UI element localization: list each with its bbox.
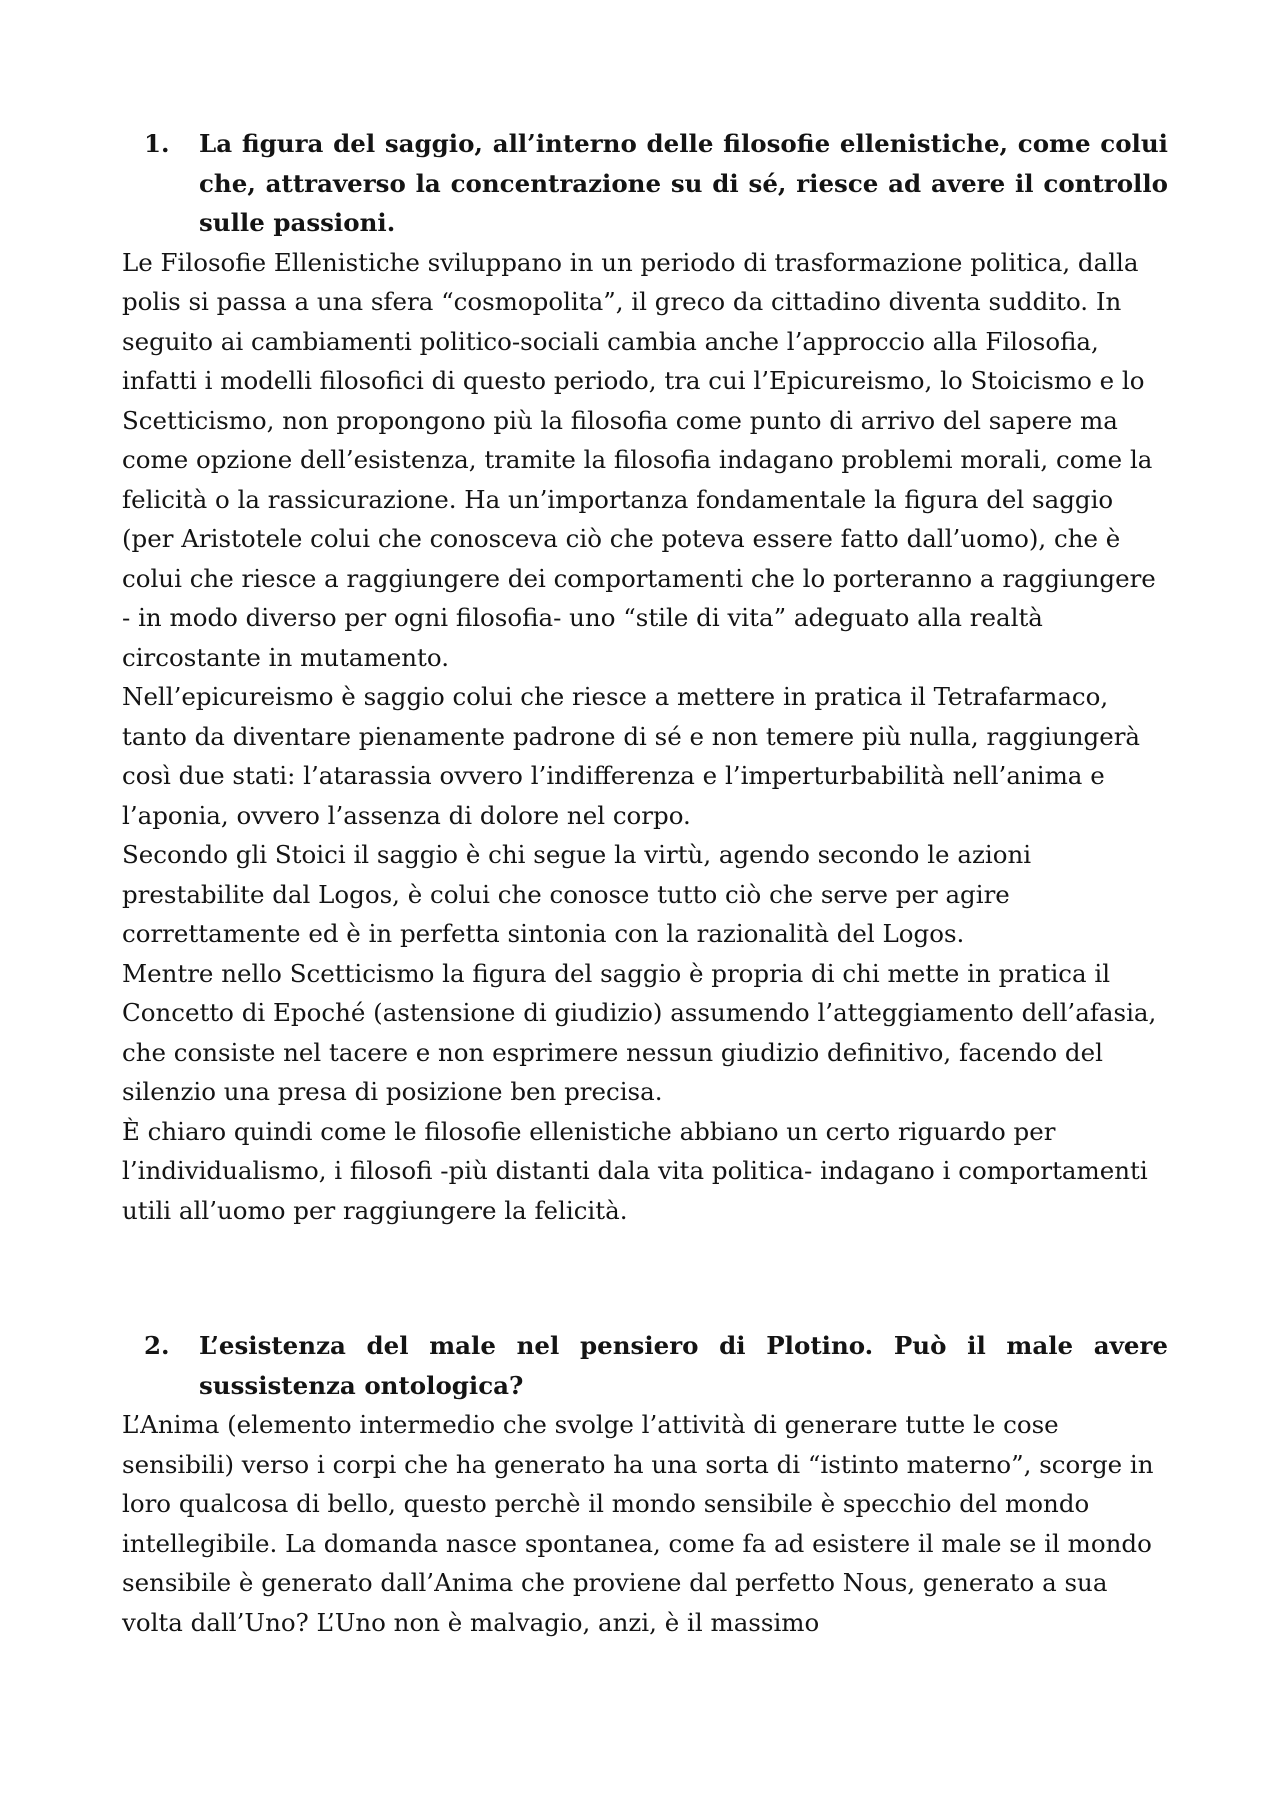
section-heading bbox=[144, 1326, 1168, 1405]
section-title: La figura del saggio, all’interno delle filosofie ellenistiche, come colui che, attraverso la concentrazione su di sé, riesce ad avere il controllo sulle passioni. bbox=[199, 129, 1168, 237]
document-page bbox=[122, 124, 1168, 1642]
section-1 bbox=[122, 124, 1168, 1230]
section-number: 1. bbox=[144, 129, 170, 158]
paragraph: È chiaro quindi come le filosofie ellenistiche abbiano un certo riguardo per l’individualismo, i filosofi -più distanti dala vita politica- indagano i comportamenti utili all’uomo per raggiungere la felicità. bbox=[122, 1116, 1148, 1225]
paragraph: Mentre nello Scetticismo la figura del saggio è propria di chi mette in pratica il Concetto di Epoché (astensione di giudizio) assumendo l’atteggiamento dell’afasia, che consiste nel tacere e non esprimere nessun giudizio definitivo, facendo del silenzio una presa di posizione ben precisa. bbox=[122, 958, 1157, 1106]
paragraph: Secondo gli Stoici il saggio è chi segue la virtù, agendo secondo le azioni prestabilite dal Logos, è colui che conosce tutto ciò che serve per agire correttamente ed è in perfetta sintonia con la razionalità del Logos. bbox=[122, 840, 1032, 948]
paragraph: L’Anima (elemento intermedio che svolge l’attività di generare tutte le cose sensibili) verso i corpi che ha generato ha una sorta di “istinto materno”, scorge in loro qualcosa di bello, questo perchè il mondo sensibile è specchio del mondo intellegibile. La domanda nasce spontanea, come fa ad esistere il male se il mondo sensibile è generato dall’Anima che proviene dal perfetto Nous, generato a sua volta dall’Uno? L’Uno non è malvagio, anzi, è il massimo bbox=[122, 1410, 1154, 1637]
section-heading bbox=[144, 124, 1168, 243]
paragraph: Le Filosofie Ellenistiche sviluppano in un periodo di trasformazione politica, dalla polis si passa a una sfera “cosmopolita”, il greco da cittadino diventa suddito. In seguito ai cambiamenti politico-sociali cambia anche l’approccio alla Filosofia, infatti i modelli filosofici di questo periodo, tra cui l’Epicureismo, lo Stoicismo e lo Scetticismo, non propongono più la filosofia come punto di arrivo del sapere ma come opzione dell’esistenza, tramite la filosofia indagano problemi morali, come la felicità o la rassicurazione. Ha un’importanza fondamentale la figura del saggio (per Aristotele colui che conosceva ciò che poteva essere fatto dall’uomo), che è colui che riesce a raggiungere dei comportamenti che lo porteranno a raggiungere - in modo diverso per ogni filosofia- uno “stile di vita” adeguato alla realtà circostante in mutamento. bbox=[122, 247, 1156, 672]
section-2 bbox=[122, 1326, 1168, 1642]
paragraph: Nell’epicureismo è saggio colui che riesce a mettere in pratica il Tetrafarmaco, tanto da diventare pienamente padrone di sé e non temere più nulla, raggiungerà così due stati: l’atarassia ovvero l’indifferenza e l’imperturbabilità nell’anima e l’aponia, ovvero l’assenza di dolore nel corpo. bbox=[122, 682, 1141, 830]
section-number: 2. bbox=[144, 1331, 170, 1360]
section-title: L’esistenza del male nel pensiero di Plotino. Può il male avere sussistenza ontologica? bbox=[199, 1331, 1168, 1400]
